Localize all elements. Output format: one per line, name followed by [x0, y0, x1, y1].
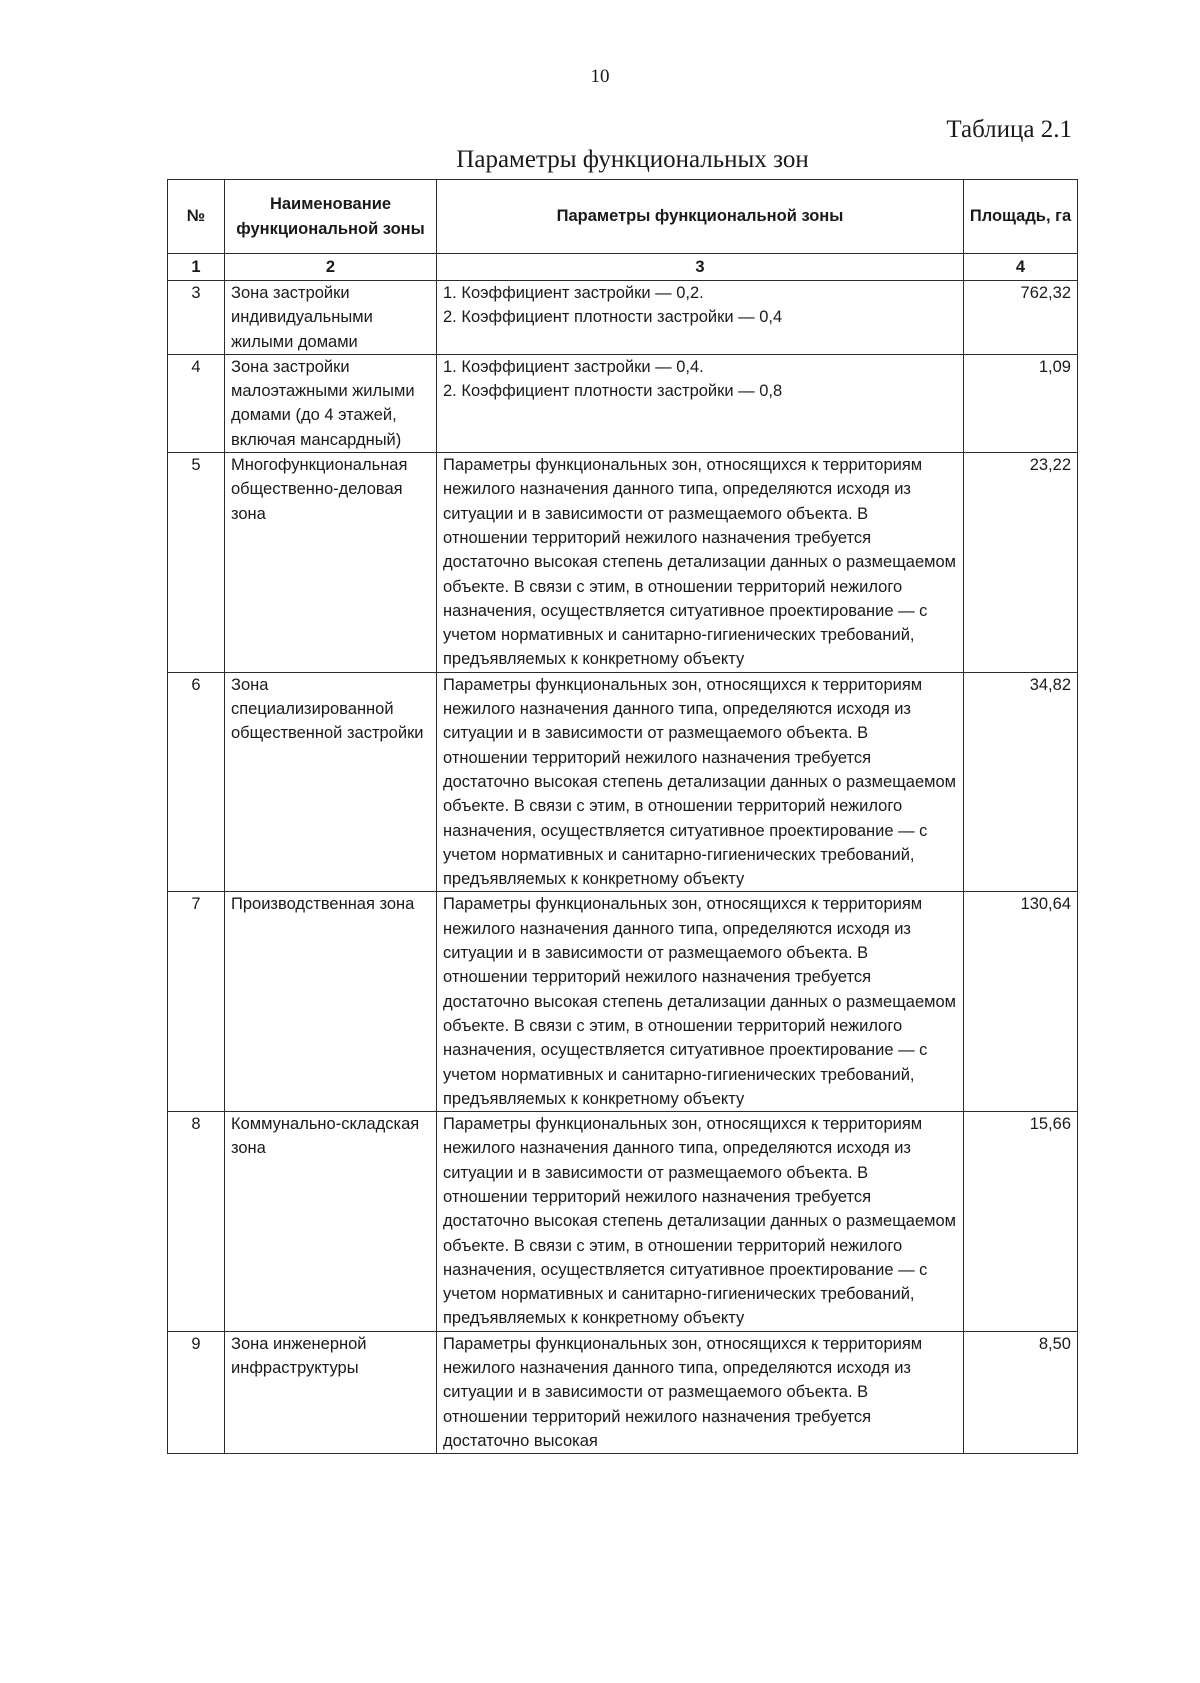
zone-name: Зона застройки малоэтажными жилыми домами (до 4 этажей, включая мансардный)	[225, 354, 437, 452]
functional-zones-table	[167, 179, 1078, 1454]
column-numbers-row	[168, 254, 1078, 281]
param-line: 2. Коэффициент плотности застройки — 0,4	[443, 308, 783, 327]
zone-area: 762,32	[964, 281, 1078, 355]
header-row	[168, 180, 1078, 254]
zone-name: Зона специализированной общественной застройки	[225, 672, 437, 892]
table-row	[168, 672, 1078, 892]
table-row	[168, 892, 1078, 1112]
table-row	[168, 453, 1078, 673]
row-number: 5	[168, 453, 225, 673]
param-line: 1. Коэффициент застройки — 0,2.	[443, 284, 704, 302]
table-row	[168, 281, 1078, 355]
row-number: 6	[168, 672, 225, 892]
row-number: 4	[168, 354, 225, 452]
table-row	[168, 354, 1078, 452]
column-number: 4	[964, 254, 1078, 281]
zone-area: 1,09	[964, 354, 1078, 452]
param-line: 1. Коэффициент застройки — 0,4.	[443, 357, 704, 376]
zone-area: 8,50	[964, 1331, 1078, 1453]
row-number: 7	[168, 892, 225, 1112]
zone-area: 15,66	[964, 1112, 1078, 1332]
zone-params: Параметры функциональных зон, относящихся к территориям нежилого назначения данного типа, определяются исходя из ситуации и в зависимости от размещаемого объекта. В отношении территорий нежилого назначения требуется достаточно высокая	[437, 1331, 964, 1453]
table-title: Параметры функциональных зон	[456, 146, 809, 173]
zone-name: Многофункциональная общественно-деловая зона	[225, 453, 437, 673]
zone-params: Параметры функциональных зон, относящихся к территориям нежилого назначения данного типа, определяются исходя из ситуации и в зависимости от размещаемого объекта. В отношении территорий нежилого назначения требуется достаточно высокая степень детализации данных о размещаемом объекте. В связи с этим, в отношении территорий нежилого назначения, осуществляется ситуативное проектирование — с учетом нормативных и санитарно-гигиенических требований, предъявляемых к конкретному объекту	[437, 1112, 964, 1332]
zone-name: Производственная зона	[225, 892, 437, 1112]
zone-area: 34,82	[964, 672, 1078, 892]
table-label: Таблица 2.1	[946, 116, 1072, 143]
column-number: 2	[225, 254, 437, 281]
header-num: №	[168, 180, 225, 254]
param-line: 2. Коэффициент плотности застройки — 0,8	[443, 382, 783, 401]
row-number: 9	[168, 1331, 225, 1453]
zone-params	[437, 281, 964, 355]
zone-name: Зона инженерной инфраструктуры	[225, 1331, 437, 1453]
zone-params	[437, 354, 964, 452]
page-number: 10	[590, 66, 610, 87]
table-row	[168, 1112, 1078, 1332]
zone-area: 130,64	[964, 892, 1078, 1112]
header-area: Площадь, га	[964, 180, 1078, 254]
row-number: 3	[168, 281, 225, 355]
column-number: 3	[437, 254, 964, 281]
zone-name: Зона застройки индивидуальными жилыми домами	[225, 281, 437, 355]
table-row	[168, 1331, 1078, 1453]
zone-area: 23,22	[964, 453, 1078, 673]
zone-params: Параметры функциональных зон, относящихся к территориям нежилого назначения данного типа, определяются исходя из ситуации и в зависимости от размещаемого объекта. В отношении территорий нежилого назначения требуется достаточно высокая степень детализации данных о размещаемом объекте. В связи с этим, в отношении территорий нежилого назначения, осуществляется ситуативное проектирование — с учетом нормативных и санитарно-гигиенических требований, предъявляемых к конкретному объекту	[437, 672, 964, 892]
zone-params: Параметры функциональных зон, относящихся к территориям нежилого назначения данного типа, определяются исходя из ситуации и в зависимости от размещаемого объекта. В отношении территорий нежилого назначения требуется достаточно высокая степень детализации данных о размещаемом объекте. В связи с этим, в отношении территорий нежилого назначения, осуществляется ситуативное проектирование — с учетом нормативных и санитарно-гигиенических требований, предъявляемых к конкретному объекту	[437, 892, 964, 1112]
zone-params: Параметры функциональных зон, относящихся к территориям нежилого назначения данного типа, определяются исходя из ситуации и в зависимости от размещаемого объекта. В отношении территорий нежилого назначения требуется достаточно высокая степень детализации данных о размещаемом объекте. В связи с этим, в отношении территорий нежилого назначения, осуществляется ситуативное проектирование — с учетом нормативных и санитарно-гигиенических требований, предъявляемых к конкретному объекту	[437, 453, 964, 673]
header-name: Наименование функциональной зоны	[225, 180, 437, 254]
header-params: Параметры функциональной зоны	[437, 180, 964, 254]
column-number: 1	[168, 254, 225, 281]
zone-name: Коммунально-складская зона	[225, 1112, 437, 1332]
row-number: 8	[168, 1112, 225, 1332]
